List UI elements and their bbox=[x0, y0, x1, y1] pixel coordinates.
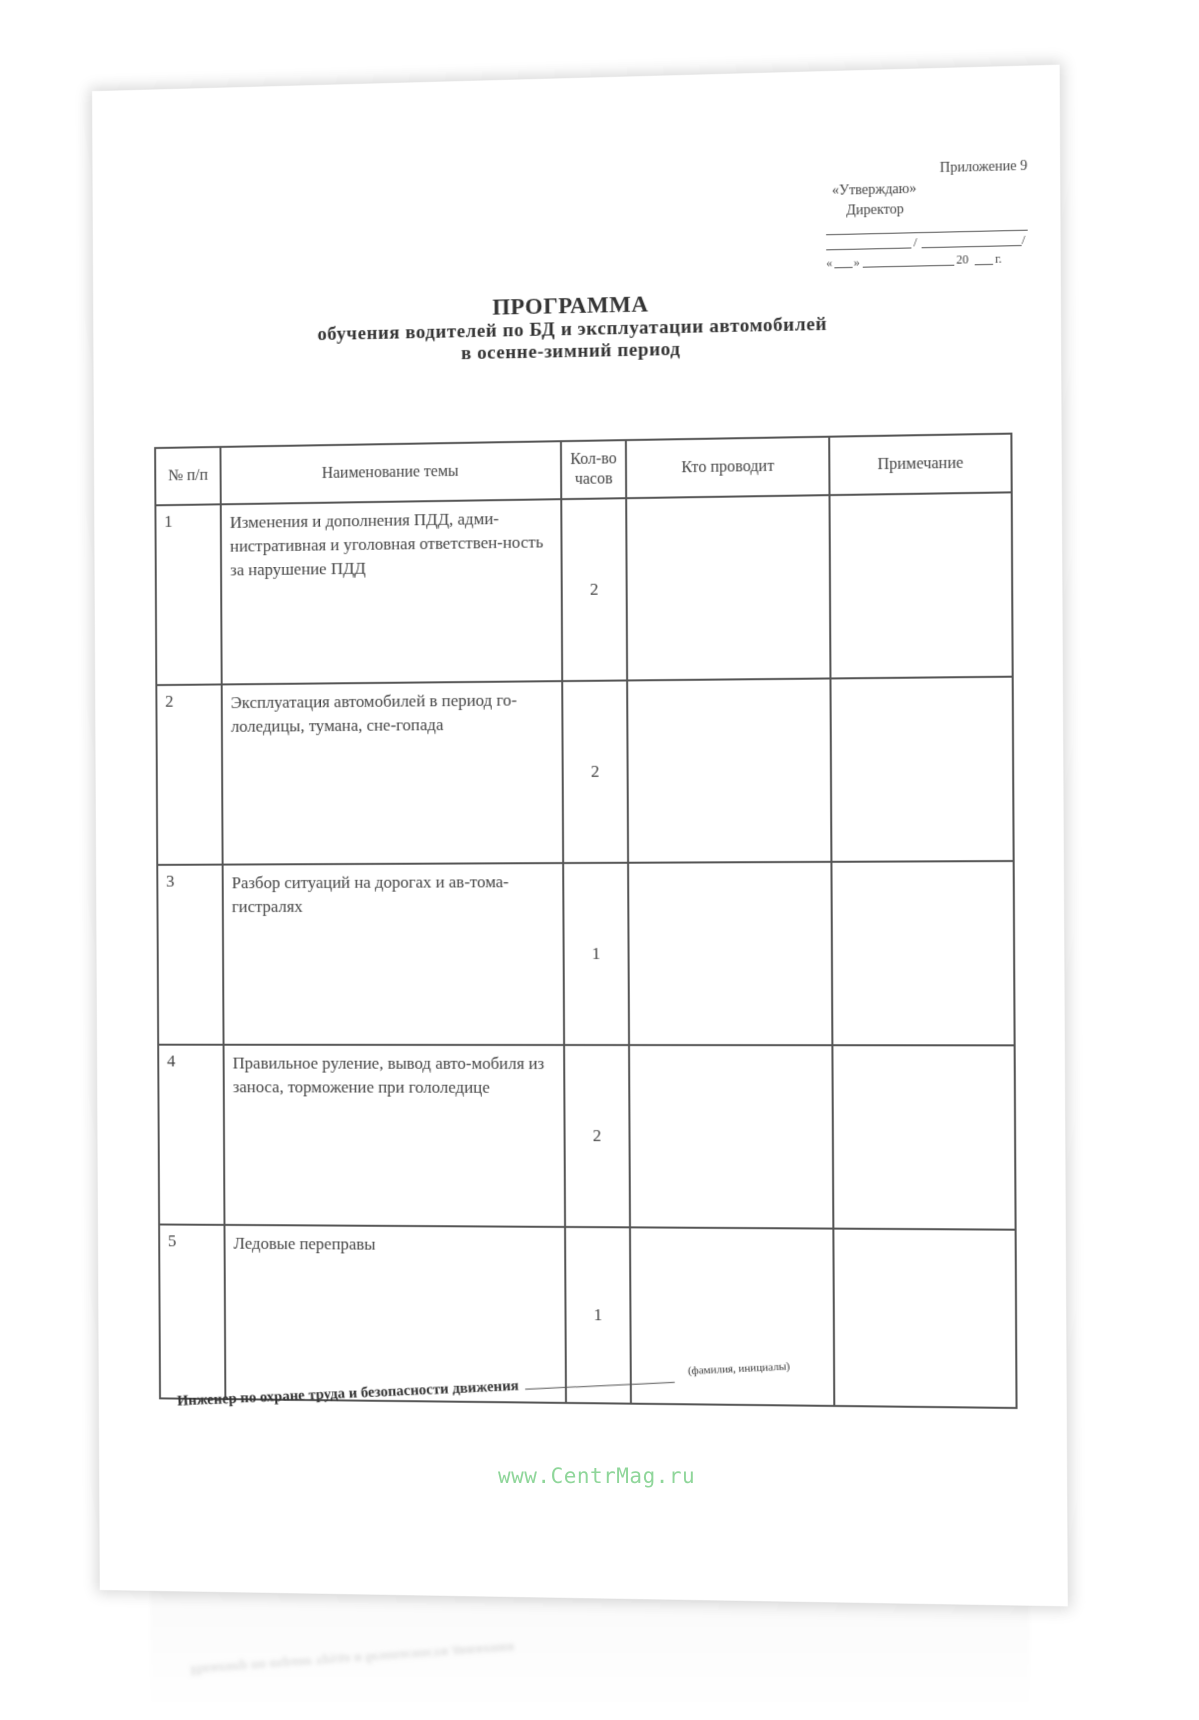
date-line bbox=[826, 251, 1028, 274]
table-row bbox=[156, 677, 1013, 865]
row-note bbox=[834, 1229, 1017, 1408]
signature-slash: / bbox=[913, 234, 918, 250]
header-hours: Кол-во часов bbox=[561, 440, 627, 499]
row-note bbox=[830, 492, 1013, 678]
row-hours: 1 bbox=[563, 863, 630, 1045]
row-num: 4 bbox=[158, 1045, 225, 1225]
document-title: ПРОГРАММА bbox=[492, 291, 649, 320]
row-note bbox=[833, 1045, 1016, 1229]
row-num: 1 bbox=[155, 504, 222, 685]
document-page bbox=[92, 65, 1068, 1607]
row-num: 2 bbox=[156, 684, 223, 864]
year-prefix: 20 bbox=[956, 252, 969, 267]
header-topic: Наименование темы bbox=[221, 441, 561, 504]
signature-blank bbox=[826, 247, 911, 250]
row-who bbox=[629, 1045, 833, 1229]
signer-name-hint: (фамилия, инициалы) bbox=[687, 1360, 791, 1378]
row-topic: Правильное руление, вывод авто-мобиля из заноса, торможение при гололедице bbox=[224, 1045, 565, 1227]
name-blank bbox=[922, 245, 1022, 248]
row-topic: Ледовые переправы bbox=[225, 1225, 566, 1403]
header-note: Примечание bbox=[830, 434, 1012, 495]
month-blank bbox=[863, 265, 955, 268]
year-suffix: г. bbox=[995, 251, 1002, 266]
date-open-quote: « bbox=[826, 255, 833, 270]
row-note bbox=[832, 861, 1015, 1045]
day-blank bbox=[834, 267, 852, 268]
table-row bbox=[157, 861, 1014, 1045]
approved-label: «Утверждаю» bbox=[831, 181, 917, 199]
row-topic: Изменения и дополнения ПДД, адми-нистративная и уголовная ответствен-ность за нарушение ПДД bbox=[221, 499, 562, 684]
name-slash: / bbox=[1021, 231, 1026, 248]
row-num: 3 bbox=[157, 865, 224, 1045]
signature-name-line bbox=[826, 231, 1028, 254]
director-label: Директор bbox=[846, 202, 904, 219]
row-hours: 1 bbox=[565, 1227, 632, 1404]
date-close-quote: » bbox=[853, 254, 860, 269]
row-hours: 2 bbox=[562, 680, 629, 863]
document-subtitle-line2: в осенне-зимний период bbox=[461, 338, 681, 365]
row-topic: Разбор ситуаций на дорогах и ав-тома-гистралях bbox=[223, 863, 564, 1045]
row-hours: 2 bbox=[561, 498, 628, 681]
row-topic: Эксплуатация автомобилей в период го-лоледицы, тумана, сне-гопада bbox=[222, 681, 563, 864]
signer-signature-line bbox=[525, 1382, 675, 1390]
document-subtitle-line1: обучения водителей по БД и эксплуатации автомобилей bbox=[317, 313, 828, 346]
row-num: 5 bbox=[159, 1224, 226, 1399]
row-who bbox=[628, 678, 832, 862]
appendix-label: Приложение 9 bbox=[939, 158, 1028, 177]
year-blank bbox=[975, 264, 993, 265]
header-who: Кто проводит bbox=[626, 437, 830, 499]
header-num: № п/п bbox=[155, 447, 221, 505]
approval-block bbox=[814, 159, 1028, 274]
title-block bbox=[93, 283, 1061, 372]
row-who bbox=[627, 495, 831, 680]
row-who bbox=[628, 862, 832, 1045]
table-row bbox=[155, 492, 1012, 685]
program-table bbox=[154, 433, 1017, 1409]
row-hours: 2 bbox=[564, 1045, 631, 1227]
table-row bbox=[158, 1045, 1015, 1230]
reflection-signer-text: Инженер по охране труда и безопасности движения bbox=[189, 1639, 515, 1678]
signer-title: Инженер по охране труда и безопасности движения bbox=[176, 1378, 520, 1410]
row-note bbox=[831, 677, 1014, 862]
watermark-url: www.CentrMag.ru bbox=[498, 1464, 696, 1488]
